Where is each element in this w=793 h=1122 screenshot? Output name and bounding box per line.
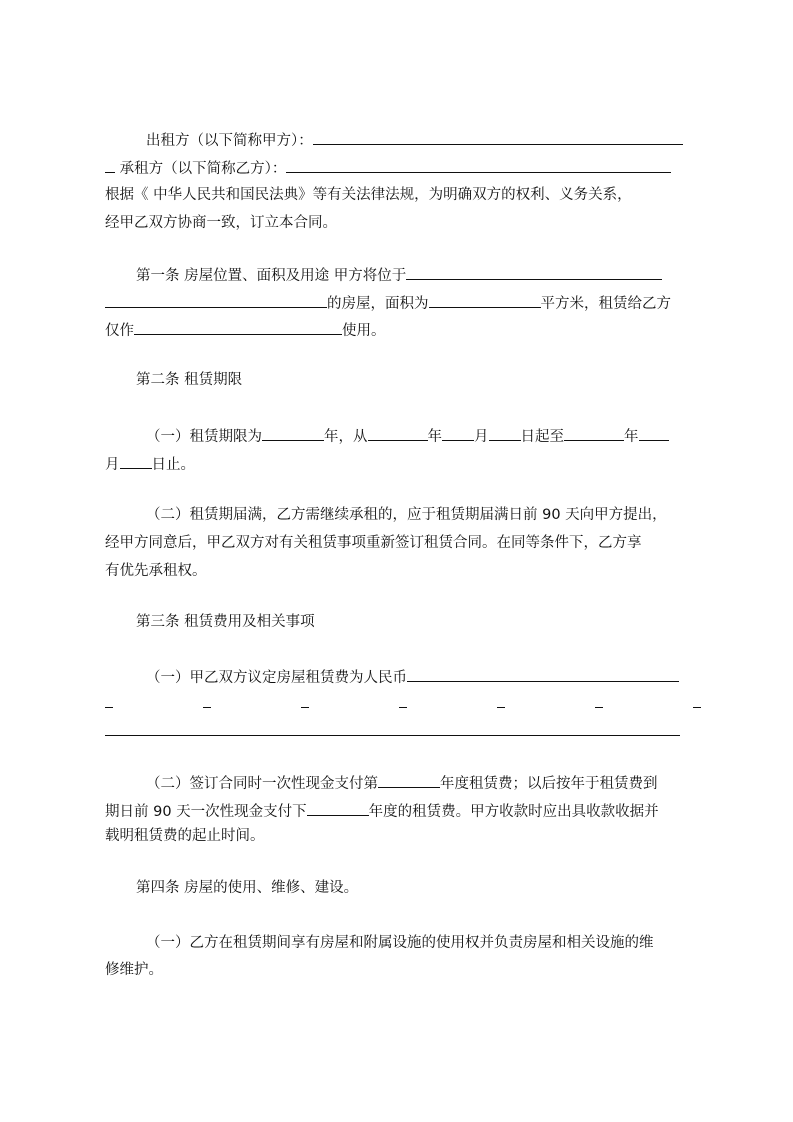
- payment-text-1a: （二）签订合同时一次性现金支付第: [146, 776, 378, 792]
- term-years-blank[interactable]: [262, 425, 324, 441]
- basis-text-1: 根据《 中华人民共和国民法典》等有关法律法规，为明确双方的权利、义务关系，: [105, 187, 632, 203]
- renewal-text-1: （二）租赁期届满，乙方需继续承租的，应于租赁期届满日前 90 天向甲方提出，: [146, 507, 667, 523]
- start-day-blank[interactable]: [489, 425, 521, 441]
- lessor-blank-cont[interactable]: [105, 157, 115, 173]
- art2-1-line-2: [105, 453, 195, 475]
- lessor-blank[interactable]: [313, 129, 683, 145]
- location-blank[interactable]: [406, 264, 662, 280]
- use-blank[interactable]: [134, 319, 342, 335]
- art3-2-line-1: [146, 772, 658, 794]
- house-text: 的房屋，面积为: [327, 296, 429, 312]
- end-day-text: 日止。: [151, 457, 195, 473]
- lessor-label: 出租方（以下简称甲方）：: [146, 133, 313, 149]
- dash-mark: [497, 707, 505, 708]
- start-day-text: 日起至: [520, 429, 564, 445]
- dash-mark: [105, 707, 113, 708]
- lessee-label: 承租方（以下简称乙方）：: [119, 161, 287, 177]
- end-month-text: 月: [105, 457, 120, 473]
- art3-2-line-2: [105, 800, 659, 822]
- maintenance-text-1: （一）乙方在租赁期间享有房屋和附属设施的使用权并负责房屋和相关设施的维: [146, 935, 654, 951]
- end-year-blank[interactable]: [564, 425, 624, 441]
- start-month-text: 月: [474, 429, 489, 445]
- dash-mark: [203, 707, 211, 708]
- rent-amount-blank-line[interactable]: [105, 735, 680, 736]
- art3-heading-text: 第三条 租赁费用及相关事项: [136, 614, 315, 630]
- art2-heading: [136, 370, 242, 390]
- art2-1-line-1: [146, 425, 669, 447]
- art1-line-3: [105, 319, 386, 341]
- end-year-blank-cont[interactable]: [639, 425, 669, 441]
- payment-text-1b: 年度租赁费；以后按年于租赁费到: [440, 776, 658, 792]
- art1-heading-line: [136, 264, 662, 286]
- term-text: （一）租赁期限为: [146, 429, 262, 445]
- next-year-blank[interactable]: [307, 800, 369, 816]
- use-prefix: 仅作: [105, 323, 134, 339]
- art2-2-line-3: [105, 561, 207, 581]
- lessor-line: [146, 129, 683, 151]
- payment-text-2a: 期日前 90 天一次性现金支付下: [105, 804, 307, 820]
- start-year-blank[interactable]: [368, 425, 428, 441]
- art4-heading-text: 第四条 房屋的使用、维修、建设。: [136, 880, 359, 896]
- art2-heading-text: 第二条 租赁期限: [136, 372, 243, 388]
- end-day-blank[interactable]: [120, 453, 152, 469]
- payment-text-2b: 年度的租赁费。甲方收款时应出具收款收据并: [368, 804, 659, 820]
- art3-heading: [136, 612, 315, 632]
- payment-text-3: 载明租赁费的起止时间。: [105, 828, 265, 844]
- lessee-blank[interactable]: [286, 157, 671, 173]
- dash-mark: [301, 707, 309, 708]
- maintenance-text-2: 修维护。: [105, 962, 163, 978]
- area-blank[interactable]: [429, 292, 541, 308]
- art2-2-line-1: [146, 505, 667, 525]
- start-month-blank[interactable]: [442, 425, 474, 441]
- basis-line-2: [105, 213, 337, 233]
- term-year-text: 年，从: [324, 429, 368, 445]
- rent-amount-blank[interactable]: [407, 666, 679, 682]
- renewal-text-2: 经甲方同意后，甲乙双方对有关租赁事项重新签订租赁合同。在同等条件下，乙方享: [105, 535, 642, 551]
- rent-amount-text: （一）甲乙双方议定房屋租赁费为人民币: [146, 670, 407, 686]
- art2-2-line-2: [105, 533, 642, 553]
- art4-heading: [136, 878, 358, 898]
- lessee-line: [105, 157, 671, 179]
- art4-1-line-1: [146, 933, 654, 953]
- end-year-text: 年: [624, 429, 639, 445]
- art1-heading: 第一条 房屋位置、面积及用途 甲方将位于: [136, 268, 407, 284]
- art1-line-2: [105, 292, 671, 314]
- renewal-text-3: 有优先承租权。: [105, 563, 207, 579]
- dash-mark: [595, 707, 603, 708]
- art4-1-line-2: [105, 960, 163, 980]
- basis-text-2: 经甲乙双方协商一致，订立本合同。: [105, 215, 337, 231]
- dash-mark: [399, 707, 407, 708]
- start-year-text: 年: [427, 429, 442, 445]
- location-blank-cont[interactable]: [105, 292, 327, 308]
- first-year-blank[interactable]: [378, 772, 440, 788]
- basis-line-1: [105, 185, 632, 205]
- use-suffix: 使用。: [342, 323, 386, 339]
- art3-1-line-1: [146, 666, 679, 688]
- area-unit-text: 平方米，租赁给乙方: [540, 296, 671, 312]
- art3-2-line-3: [105, 826, 265, 846]
- dash-mark: [693, 707, 701, 708]
